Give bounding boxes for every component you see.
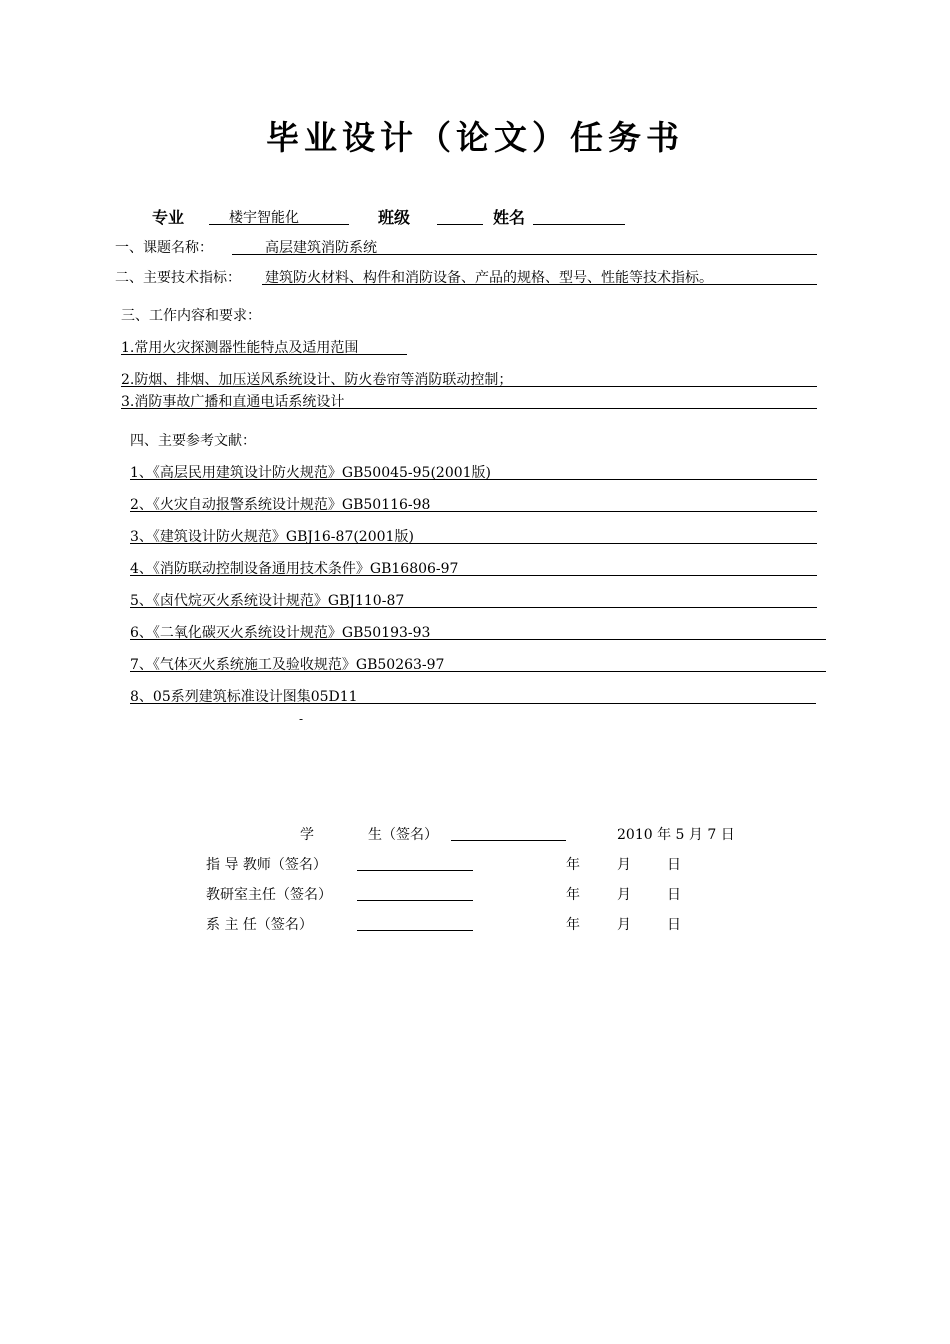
student-sign-label-a: 学: [300, 827, 314, 843]
work-item: 1.常用火灾探测器性能特点及适用范围: [121, 340, 359, 356]
advisor-year: 年: [566, 857, 580, 873]
reference-item: 7、《气体灭火系统施工及验收规范》GB50263-97: [130, 657, 445, 673]
reference-underline: [130, 639, 826, 640]
reference-underline: [130, 511, 817, 512]
student-sign-line: [451, 840, 566, 841]
major-value: 楼宇智能化: [229, 210, 299, 226]
office-month: 月: [617, 887, 631, 903]
dept-year: 年: [566, 917, 580, 933]
refs-label: 四、主要参考文献：: [130, 433, 256, 449]
dept-sign-label: 系 主 任（签名）: [206, 917, 313, 933]
tech-value: 建筑防火材料、构件和消防设备、产品的规格、型号、性能等技术指标。: [265, 270, 713, 286]
reference-item: 1、《高层民用建筑设计防火规范》GB50045-95(2001版): [130, 465, 492, 481]
advisor-sign-label: 指 导 教师（签名）: [206, 857, 327, 873]
office-sign-label: 教研室主任（签名）: [206, 887, 332, 903]
document-title: 毕业设计（论文）任务书: [266, 118, 684, 157]
work-item-underline: [121, 354, 407, 355]
class-label: 班级: [378, 208, 411, 227]
topic-value: 高层建筑消防系统: [265, 240, 377, 256]
reference-item: 8、05系列建筑标准设计图集05D11: [130, 689, 358, 705]
student-sign-date: 2010 年 5 月 7 日: [617, 827, 735, 843]
reference-item: 5、《卤代烷灭火系统设计规范》GBJ110-87: [130, 593, 405, 609]
reference-item: 4、《消防联动控制设备通用技术条件》GB16806-97: [130, 561, 459, 577]
tech-underline: [262, 284, 817, 285]
office-sign-line: [357, 900, 473, 901]
office-day: 日: [667, 887, 681, 903]
office-year: 年: [566, 887, 580, 903]
work-item-underline: [121, 408, 817, 409]
dept-sign-line: [357, 930, 473, 931]
dept-day: 日: [667, 917, 681, 933]
advisor-month: 月: [617, 857, 631, 873]
reference-item: 6、《二氧化碳灭火系统设计规范》GB50193-93: [130, 625, 431, 641]
name-underline: [533, 224, 625, 225]
reference-underline: [130, 671, 826, 672]
reference-underline: [130, 703, 816, 704]
student-sign-label-b: 生（签名）: [368, 827, 438, 843]
stray-mark: -: [299, 712, 304, 726]
class-underline: [437, 224, 483, 225]
name-label: 姓名: [493, 208, 526, 227]
reference-item: 3、《建筑设计防火规范》GBJ16-87(2001版): [130, 529, 414, 545]
reference-underline: [130, 543, 817, 544]
work-item-underline: [121, 386, 817, 387]
work-item: 3.消防事故广播和直通电话系统设计: [121, 394, 345, 410]
advisor-sign-line: [357, 870, 473, 871]
reference-item: 2、《火灾自动报警系统设计规范》GB50116-98: [130, 497, 431, 513]
reference-underline: [130, 479, 817, 480]
tech-label: 二、主要技术指标：: [115, 270, 241, 286]
topic-underline: [232, 254, 817, 255]
work-item: 2.防烟、排烟、加压送风系统设计、防火卷帘等消防联动控制；: [121, 372, 513, 388]
major-label: 专业: [152, 208, 185, 227]
dept-month: 月: [617, 917, 631, 933]
advisor-day: 日: [667, 857, 681, 873]
reference-underline: [130, 607, 817, 608]
topic-label: 一、课题名称：: [115, 240, 213, 256]
major-underline: [209, 224, 349, 225]
work-label: 三、工作内容和要求：: [121, 308, 261, 324]
reference-underline: [130, 575, 817, 576]
